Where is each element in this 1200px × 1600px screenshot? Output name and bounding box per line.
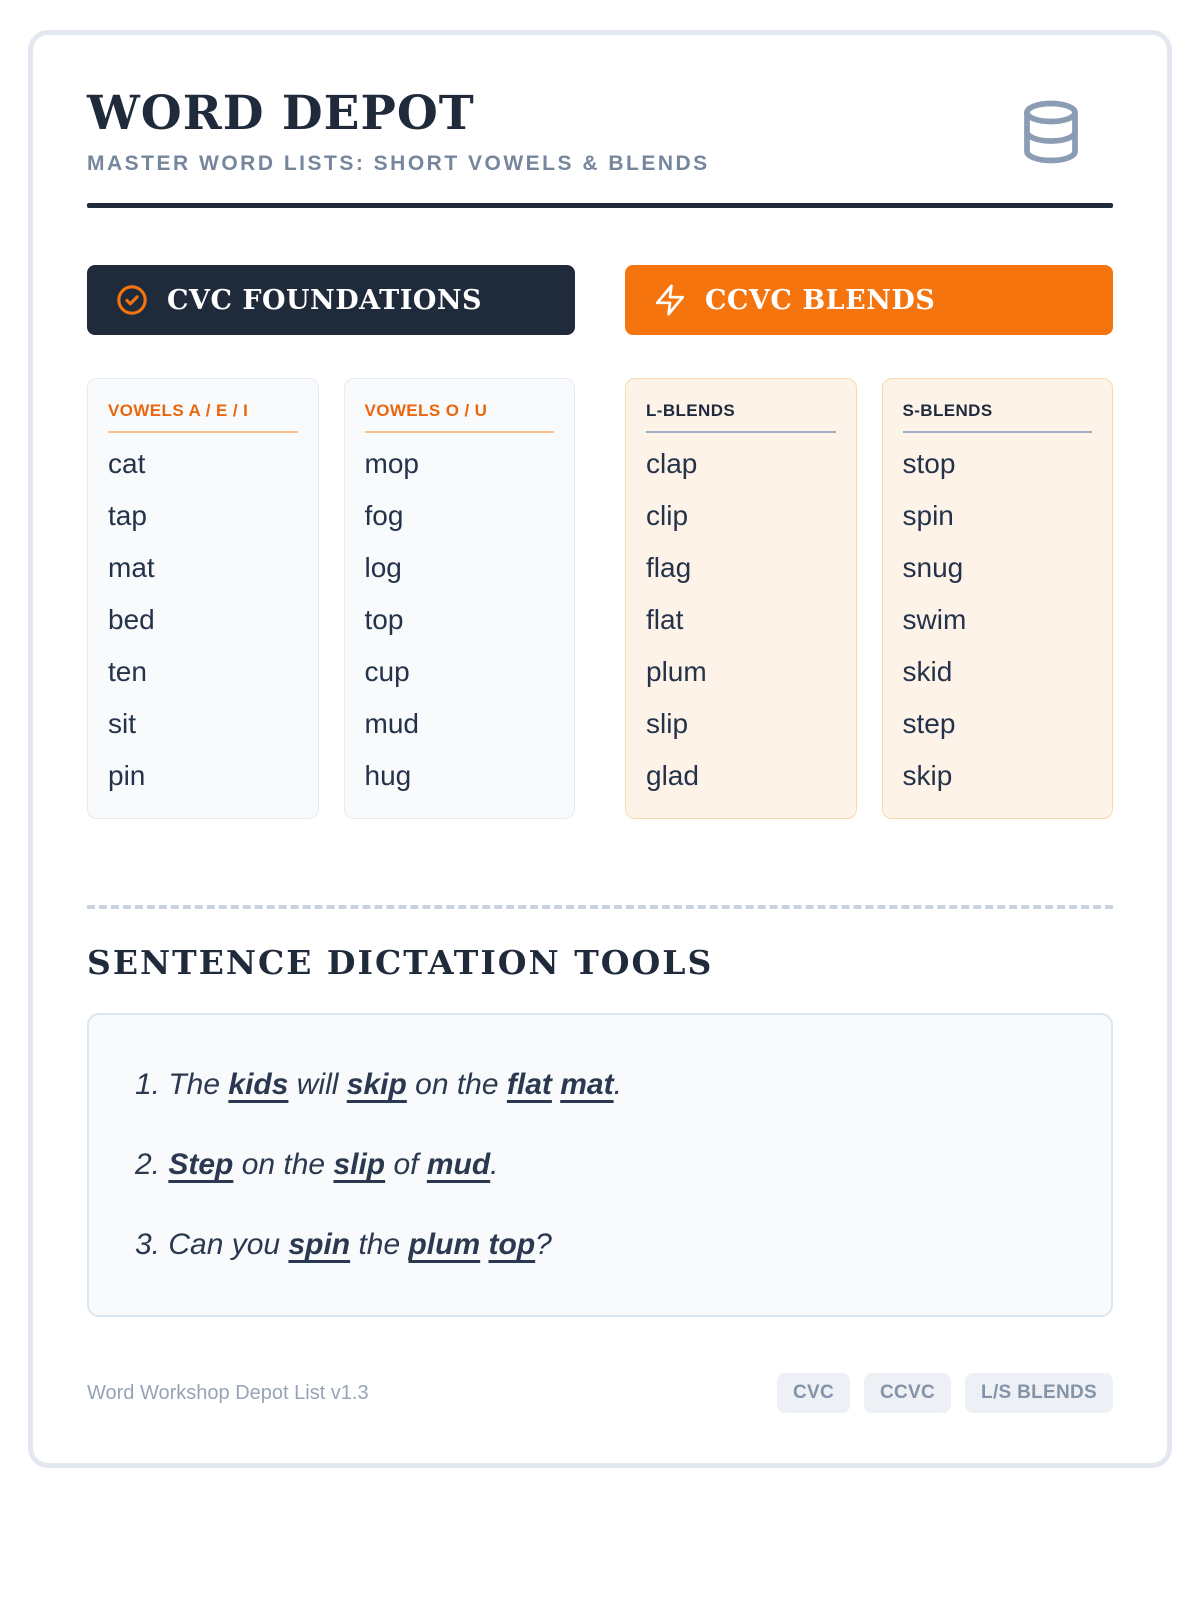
word-item: flag [646, 552, 692, 584]
list-heading-l-blends: L-BLENDS [646, 401, 836, 433]
word-item: stop [902, 448, 956, 480]
ccvc-group [625, 378, 1113, 819]
tag-badge: CVC [777, 1373, 850, 1413]
word-item: glad [646, 760, 699, 792]
keyword-underlined: kids [228, 1068, 289, 1102]
sentence-text: on the [406, 1068, 507, 1102]
version-label: Word Workshop Depot List v1.3 [87, 1381, 369, 1404]
keyword-underlined: mat [560, 1068, 614, 1102]
sentence-2 [135, 1147, 1065, 1183]
sentence-text: 2. [135, 1148, 169, 1182]
word-item: cat [108, 448, 146, 480]
keyword-underlined: top [488, 1228, 536, 1262]
word-list-vowels-ou [344, 378, 576, 819]
dashed-divider [87, 905, 1113, 909]
word-list-vowels-aei [87, 378, 319, 819]
word-item: skip [902, 760, 953, 792]
word-item: slip [646, 708, 689, 740]
cvc-foundations-button[interactable] [87, 265, 575, 335]
header-divider [87, 203, 1113, 208]
ccvc-blends-label: CCVC BLENDS [705, 284, 936, 316]
word-item: step [902, 708, 956, 740]
word-item: clip [646, 500, 689, 532]
list-heading-vowels-ou: VOWELS O / U [365, 401, 555, 433]
page-title: WORD DEPOT [87, 86, 475, 141]
word-item: mud [364, 708, 419, 740]
sentence-text: 1. The [135, 1068, 229, 1102]
section-buttons [87, 265, 1113, 335]
word-column [903, 438, 1093, 802]
word-item: top [364, 604, 404, 636]
sentence-box [87, 1013, 1113, 1317]
word-item: hug [364, 760, 412, 792]
sentence-text: of [385, 1148, 427, 1182]
word-item: tap [108, 500, 147, 532]
word-item: spin [902, 500, 954, 532]
keyword-underlined: Step [168, 1148, 234, 1182]
sentence-text: 3. Can you [135, 1228, 289, 1262]
sentence-text: will [288, 1068, 347, 1102]
keyword-underlined: spin [288, 1228, 351, 1262]
list-heading-s-blends: S-BLENDS [903, 401, 1093, 433]
word-item: swim [902, 604, 967, 636]
word-depot-card [28, 30, 1172, 1468]
keyword-underlined: flat [506, 1068, 552, 1102]
word-item: cup [364, 656, 410, 688]
ccvc-blends-button[interactable] [625, 265, 1113, 335]
word-item: log [364, 552, 402, 584]
word-item: skid [902, 656, 953, 688]
header [87, 86, 1113, 176]
keyword-underlined: skip [346, 1068, 407, 1102]
word-item: mop [364, 448, 419, 480]
tag-badge: L/S BLENDS [965, 1373, 1113, 1413]
word-item: sit [108, 708, 136, 740]
header-text-block [87, 86, 710, 176]
sentence-text: on the [233, 1148, 334, 1182]
database-icon [1015, 95, 1087, 169]
word-list-s-blends [882, 378, 1114, 819]
cvc-group [87, 378, 575, 819]
word-item: mat [108, 552, 155, 584]
word-item: bed [108, 604, 155, 636]
list-heading-vowels-aei: VOWELS A / E / I [108, 401, 298, 433]
sentence-text: . [613, 1068, 622, 1102]
word-list-l-blends [625, 378, 857, 819]
word-item: snug [902, 552, 964, 584]
word-item: flat [646, 604, 684, 636]
word-item: plum [646, 656, 707, 688]
sentence-text: the [350, 1228, 409, 1262]
sentence-text: ? [535, 1228, 552, 1262]
word-item: clap [646, 448, 698, 480]
word-column [646, 438, 836, 802]
sentence-text: . [490, 1148, 499, 1182]
sentence-1 [135, 1067, 1065, 1103]
keyword-underlined: plum [408, 1228, 481, 1262]
keyword-underlined: mud [426, 1148, 491, 1182]
badge-list [777, 1373, 1113, 1413]
sentence-text [552, 1068, 560, 1101]
word-item: pin [108, 760, 146, 792]
keyword-underlined: slip [333, 1148, 386, 1182]
word-item: fog [364, 500, 404, 532]
word-column [108, 438, 298, 802]
sentence-text [480, 1228, 488, 1261]
cvc-foundations-label: CVC FOUNDATIONS [167, 284, 483, 316]
sentence-3 [135, 1227, 1065, 1263]
tag-badge: CCVC [864, 1373, 951, 1413]
word-column [365, 438, 555, 802]
word-lists [87, 378, 1113, 819]
word-item: ten [108, 656, 147, 688]
footer [87, 1373, 1113, 1413]
lightning-icon [653, 283, 687, 317]
page-subtitle: MASTER WORD LISTS: SHORT VOWELS & BLENDS [87, 152, 710, 176]
dictation-heading: SENTENCE DICTATION TOOLS [87, 943, 714, 983]
check-circle-icon [115, 283, 149, 317]
